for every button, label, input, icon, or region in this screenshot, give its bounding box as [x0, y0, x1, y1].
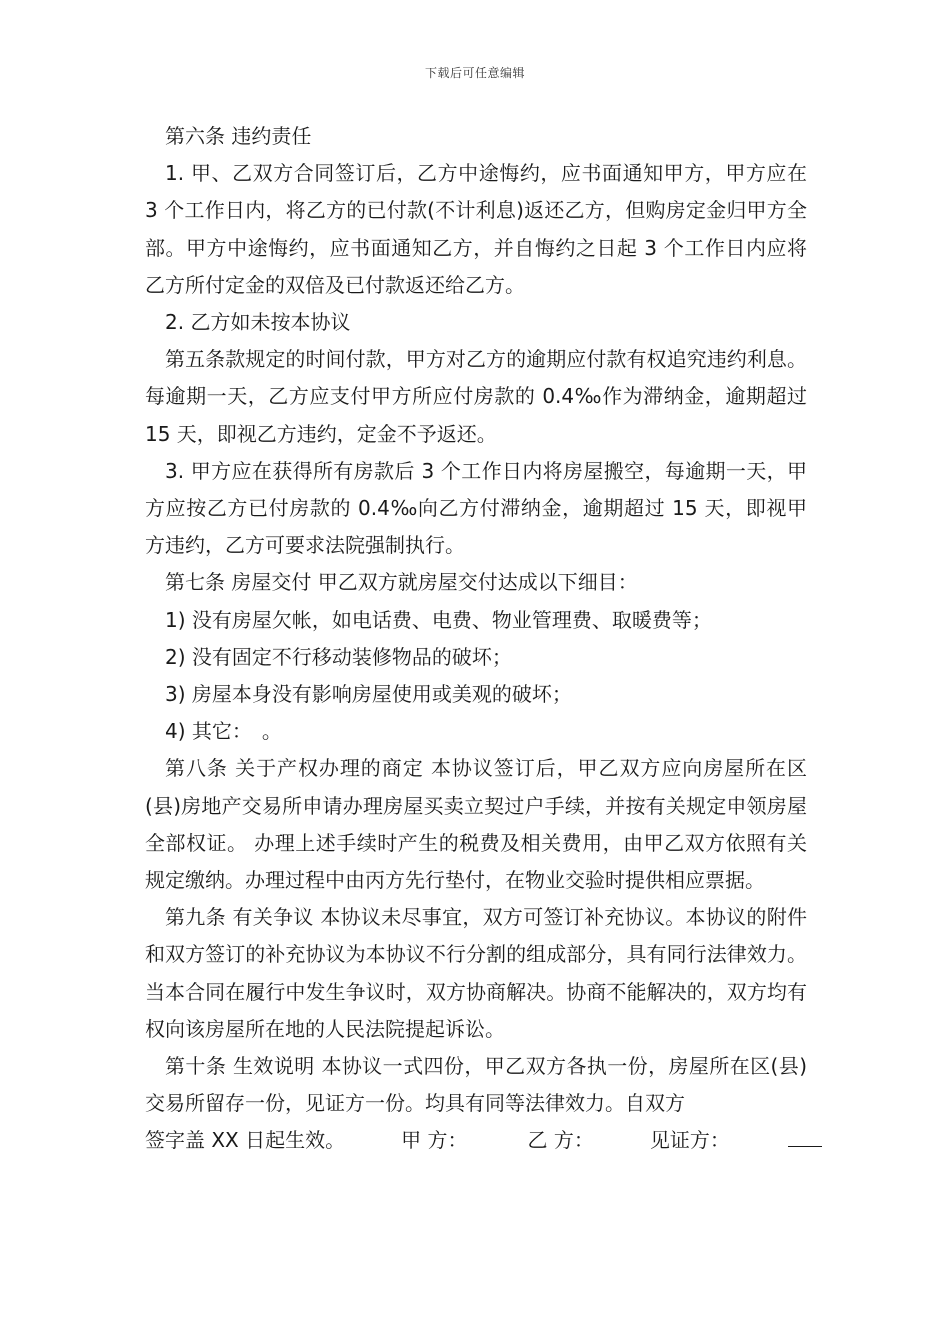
article-6-clause-3: 3. 甲方应在获得所有房款后 3 个工作日内将房屋搬空，每逾期一天，甲方应按乙方已付房款的 0.4‰向乙方付滞纳金，逾期超过 15 天，即视甲方违约，乙方可要求法院强制执行。: [145, 458, 807, 558]
article-9: 第九条 有关争议 本协议未尽事宜，双方可签订补充协议。本协议的附件和双方签订的补充协议为本协议不行分割的组成部分，具有同行法律效力。当本合同在履行中发生争议时，双方协商解决。协商不能解决的，双方均有权向该房屋所在地的人民法院提起诉讼。: [145, 905, 807, 1041]
party-a-label: 甲 方：: [401, 1128, 468, 1153]
article-6-clause-2: 2. 乙方如未按本协议: [165, 310, 351, 335]
witness-label: 见证方：: [649, 1128, 730, 1153]
article-6-heading: 第六条 违约责任: [165, 124, 312, 148]
article-7-item-1: 1) 没有房屋欠帐，如电话费、电费、物业管理费、取暖费等；: [165, 607, 712, 632]
party-b-label: 乙 方：: [527, 1128, 594, 1153]
article-10: 第十条 生效说明 本协议一式四份，甲乙双方各执一份，房屋所在区(县)交易所留存一份，见证方一份。均具有同等法律效力。自双方: [145, 1054, 807, 1116]
article-7-heading: 第七条 房屋交付 甲乙双方就房屋交付达成以下细目：: [165, 570, 638, 595]
article-6-clause-2-continued: 第五条款规定的时间付款，甲方对乙方的逾期应付款有权追究违约利息。每逾期一天，乙方应支付甲方所应付房款的 0.4‰作为滞纳金，逾期超过 15 天，即视乙方违约，定金不予返还。: [145, 347, 807, 446]
signature-line: [145, 1122, 807, 1159]
article-7-item-2: 2) 没有固定不行移动装修物品的破坏；: [165, 644, 512, 669]
signature-blank: [788, 1124, 822, 1147]
article-8: 第八条 关于产权办理的商定 本协议签订后，甲乙双方应向房屋所在区(县)房地产交易所申请办理房屋买卖立契过户手续，并按有关规定申领房屋全部权证。 办理上述手续时产生的税费及相关费用，由甲乙双方依照有关规定缴纳。办理过程中由丙方先行垫付，在物业交验时提供相应票据。: [145, 756, 807, 893]
page-header: 下载后可任意编辑: [424, 66, 525, 80]
document-body: [145, 118, 807, 1160]
article-7-item-3: 3) 房屋本身没有影响房屋使用或美观的破坏；: [165, 682, 572, 707]
effective-text: 签字盖 XX 日起生效。: [145, 1128, 346, 1153]
article-6-clause-1: 1. 甲、乙双方合同签订后，乙方中途悔约，应书面通知甲方，甲方应在 3 个工作日内，将乙方的已付款(不计利息)返还乙方，但购房定金归甲方全部。甲方中途悔约，应书面通知乙方，并自悔约之日起 3 个工作日内应将乙方所付定金的双倍及已付款返还给乙方。: [145, 161, 807, 297]
article-7-item-4: 4) 其它： 。: [165, 719, 282, 744]
